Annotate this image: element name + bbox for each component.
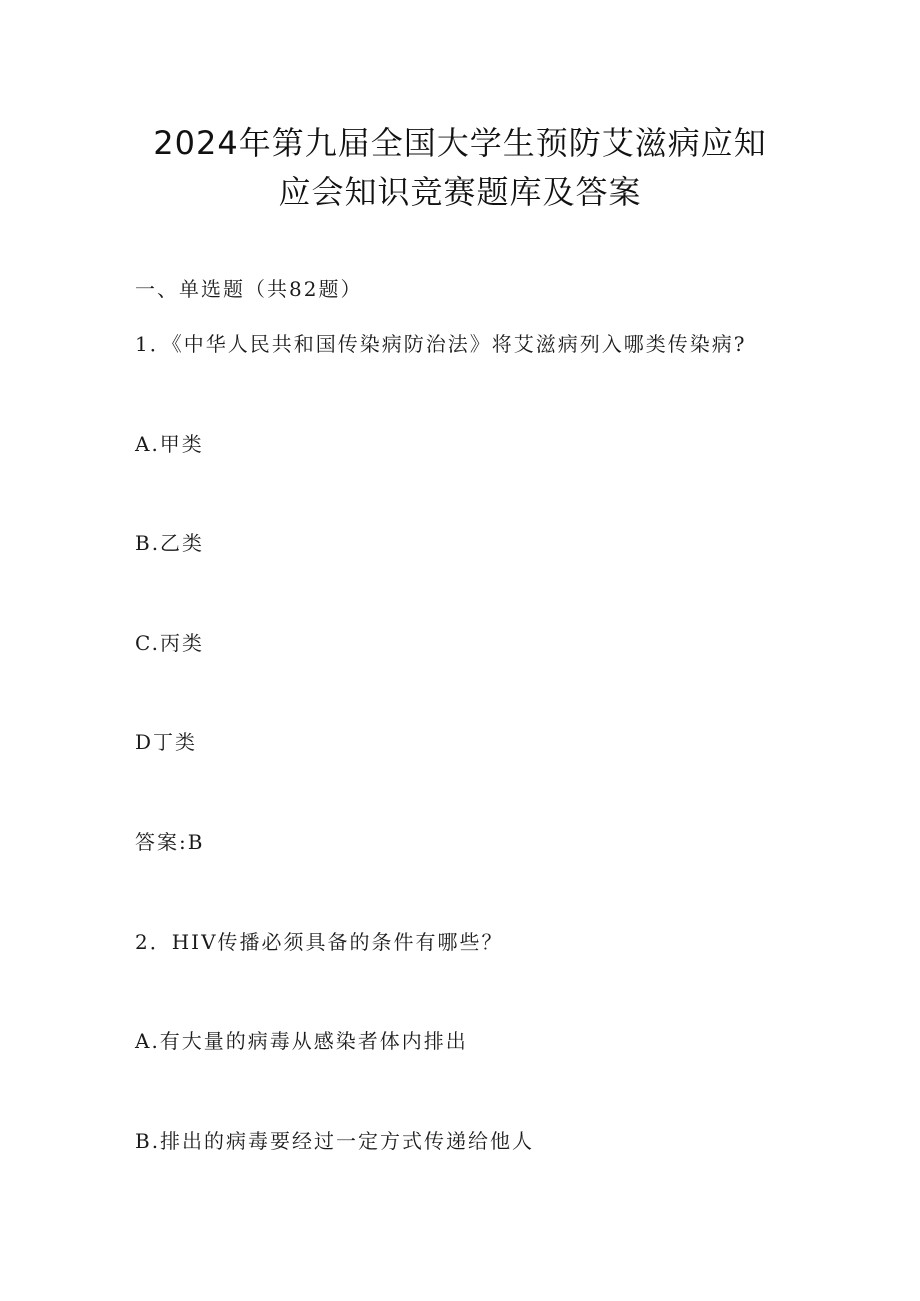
- section-heading: 一、单选题（共82题）: [135, 277, 363, 301]
- question-1-option-d: D丁类: [135, 730, 198, 754]
- question-2-text: 2．HIV传播必须具备的条件有哪些？: [135, 930, 504, 954]
- question-1-option-a: A.甲类: [135, 432, 204, 456]
- question-1-option-b: B.乙类: [135, 531, 205, 555]
- question-2-option-b: B.排出的病毒要经过一定方式传递给他人: [135, 1129, 535, 1153]
- document-title-line-1: 2024年第九届全国大学生预防艾滋病应知: [153, 124, 767, 162]
- question-2-option-a: A.有大量的病毒从感染者体内排出: [135, 1029, 468, 1053]
- question-1-text: 1．《中华人民共和国传染病防治法》将艾滋病列入哪类传染病?: [135, 332, 747, 356]
- document-title-line-2: 应会知识竞赛题库及答案: [278, 173, 642, 211]
- question-1-answer: 答案:B: [135, 830, 205, 854]
- question-1-option-c: C.丙类: [135, 631, 204, 655]
